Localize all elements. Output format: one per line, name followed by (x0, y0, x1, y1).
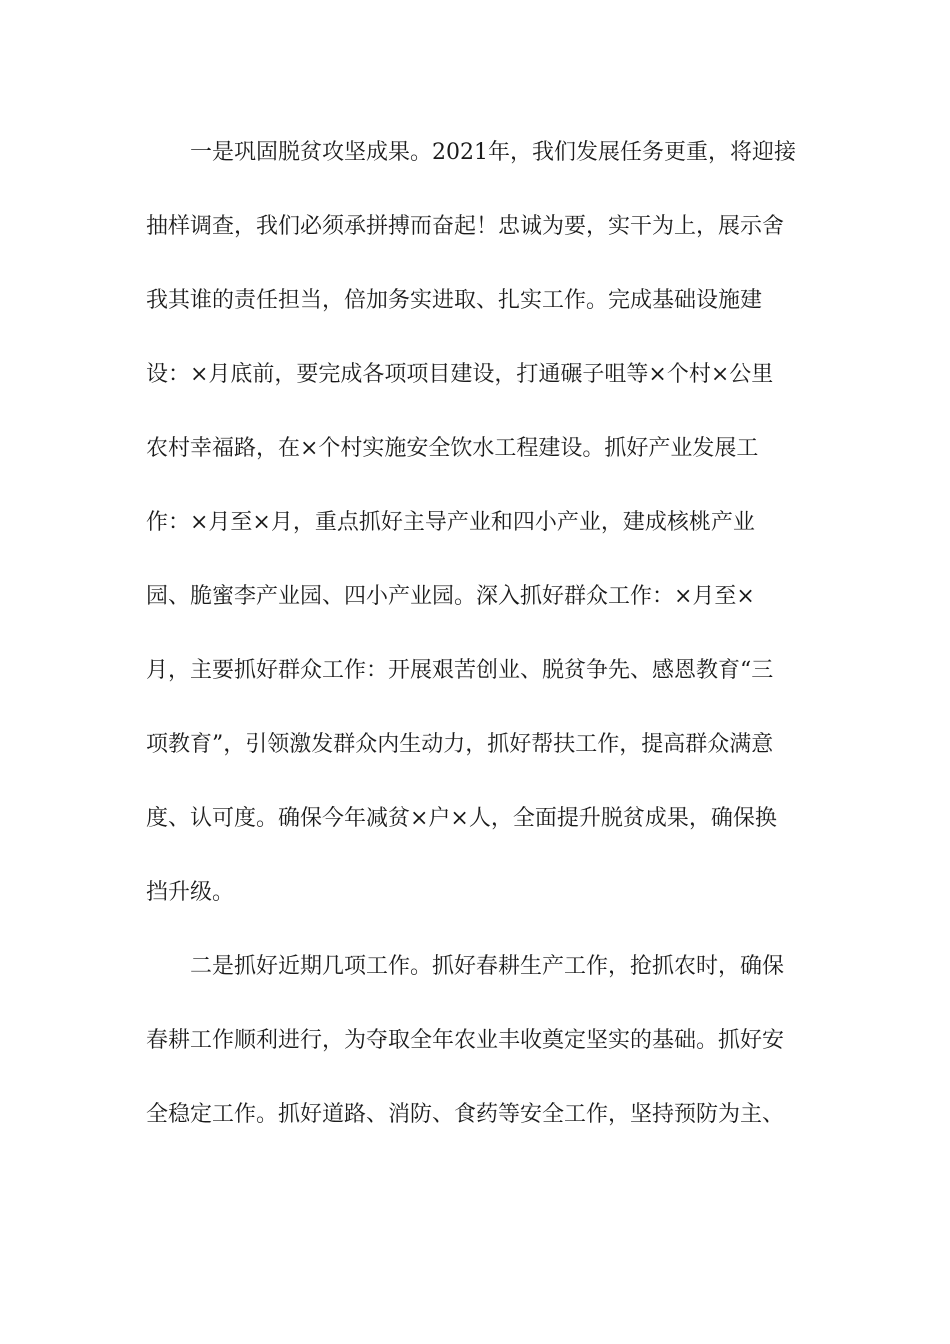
paragraph-2-line-1: 二是抓好近期几项工作。抓好春耕生产工作，抢抓农时，确保 (190, 954, 785, 979)
paragraph-1-line-10: 度、认可度。确保今年减贫×户×人，全面提升脱贫成果，确保换 (146, 806, 777, 831)
paragraph-2-line-3: 全稳定工作。抓好道路、消防、食药等安全工作，坚持预防为主、 (146, 1102, 785, 1127)
paragraph-1-line-5: 农村幸福路，在×个村实施安全饮水工程建设。抓好产业发展工 (146, 436, 759, 461)
paragraph-1-line-6: 作：×月至×月，重点抓好主导产业和四小产业，建成核桃产业 (146, 510, 755, 535)
paragraph-2-line-2: 春耕工作顺利进行，为夺取全年农业丰收奠定坚实的基础。抓好安 (146, 1028, 785, 1053)
paragraph-1-line-11: 挡升级。 (146, 880, 235, 905)
paragraph-1-line-9: 项教育”，引领激发群众内生动力，抓好帮扶工作，提高群众满意 (146, 732, 774, 757)
paragraph-1-line-7: 园、脆蜜李产业园、四小产业园。深入抓好群众工作：×月至× (146, 584, 755, 609)
paragraph-1-line-3: 我其谁的责任担当，倍加务实进取、扎实工作。完成基础设施建 (146, 288, 763, 313)
body-text (146, 131, 806, 1167)
paragraph-1-line-1: 一是巩固脱贫攻坚成果。2021年，我们发展任务更重，将迎接 (190, 140, 796, 165)
paragraph-1-line-4: 设：×月底前，要完成各项项目建设，打通碾子咀等×个村×公里 (146, 362, 774, 387)
paragraph-1-line-8: 月，主要抓好群众工作：开展艰苦创业、脱贫争先、感恩教育“三 (146, 658, 774, 683)
paragraph-1-line-2: 抽样调查，我们必须承拼搏而奋起！忠诚为要，实干为上，展示舍 (146, 214, 785, 239)
